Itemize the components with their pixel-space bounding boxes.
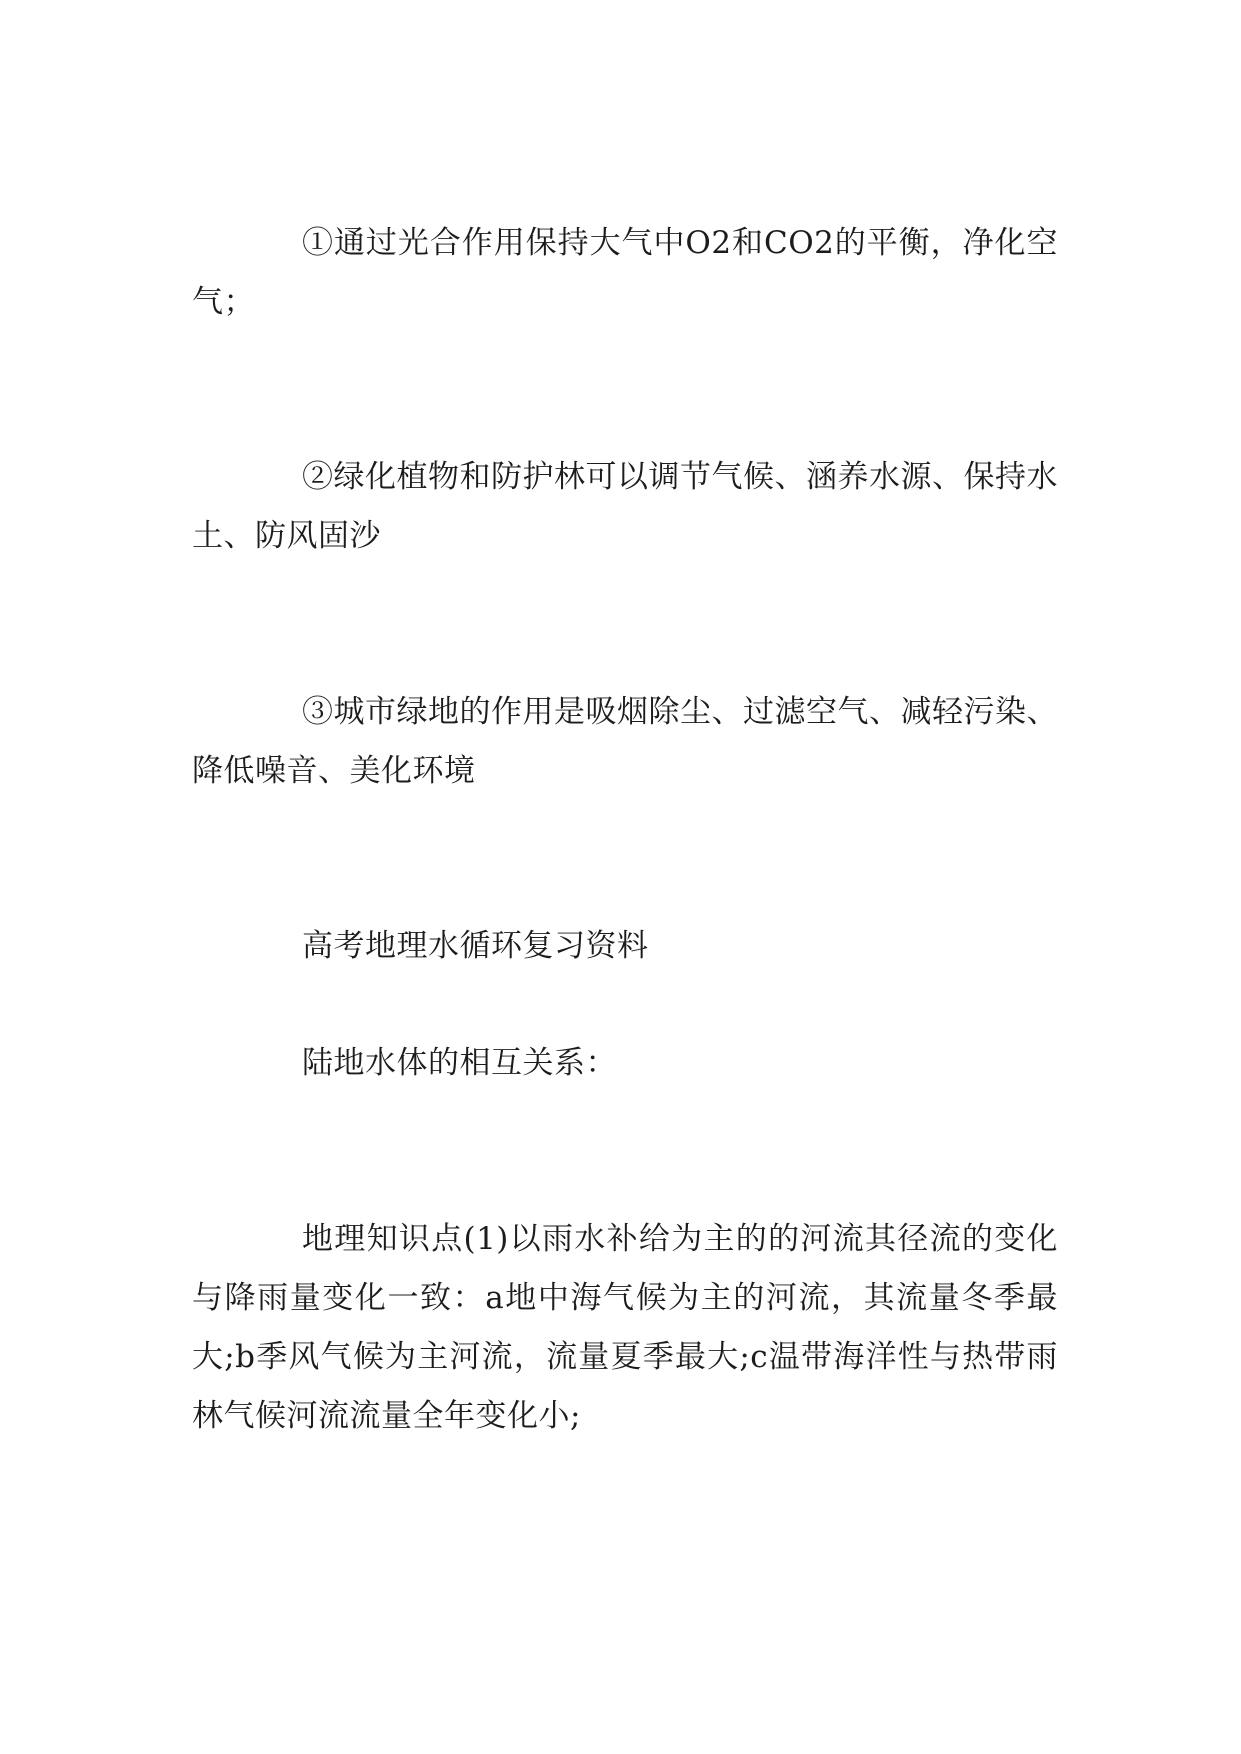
paragraph-land-water-relations: 陆地水体的相互关系： xyxy=(302,1045,617,1081)
section-heading-water-cycle: 高考地理水循环复习资料 xyxy=(302,928,649,964)
paragraph-green-plants: ②绿化植物和防护林可以调节气候、涵养水源、保持水土、防风固沙 xyxy=(192,459,1058,554)
paragraph-river-runoff: 地理知识点(1)以雨水补给为主的的河流其径流的变化与降雨量变化一致：a地中海气候为主的河流，其流量冬季最大;b季风气候为主河流，流量夏季最大;c温带海洋性与热带雨林气候河流流量全年变化小; xyxy=(192,1221,1058,1434)
paragraph-urban-green-space: ③城市绿地的作用是吸烟除尘、过滤空气、减轻污染、降低噪音、美化环境 xyxy=(192,694,1058,789)
paragraph-photosynthesis: ①通过光合作用保持大气中O2和CO2的平衡，净化空气； xyxy=(192,225,1058,320)
